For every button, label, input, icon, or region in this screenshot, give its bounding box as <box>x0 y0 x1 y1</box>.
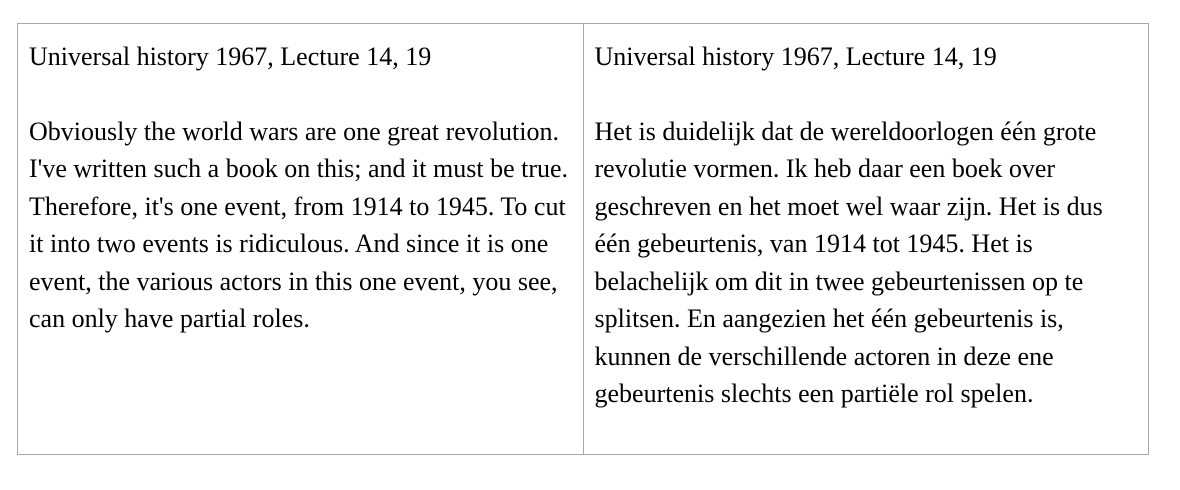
dutch-paragraph: Het is duidelijk dat de wereldoorlogen één grote revolutie vormen. Ik heb daar een boek over geschreven en het moet wel waar zijn. Het is dus één gebeurtenis, van 1914 tot 1945. Het is belachelijk om dit in twee gebeurtenissen op te splitsen. En aangezien het één gebeurtenis is, kunnen de verschillende actoren in deze ene gebeurtenis slechts een partiële rol spelen. <box>594 116 1103 408</box>
translation-table <box>17 23 1149 455</box>
dutch-source-heading: Universal history 1967, Lecture 14, 19 <box>594 42 997 71</box>
english-paragraph: Obviously the world wars are one great revolution. I've written such a book on this; and it must be true. Therefore, it's one event, from 1914 to 1945. To cut it into two events is ridiculous. And since it is one event, the various actors in this one event, you see, can only have partial roles. <box>29 116 569 333</box>
english-source-heading: Universal history 1967, Lecture 14, 19 <box>29 42 432 71</box>
dutch-column <box>584 24 1149 454</box>
english-column <box>18 24 584 454</box>
